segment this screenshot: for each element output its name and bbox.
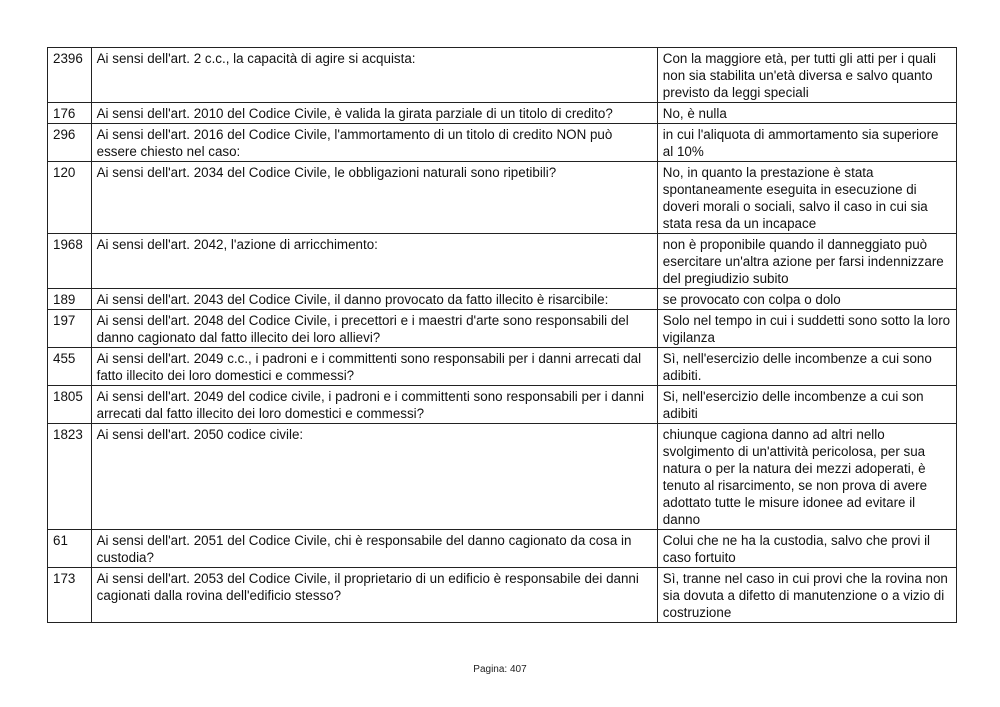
question-text: Ai sensi dell'art. 2048 del Codice Civile, i precettori e i maestri d'arte sono responsabili del danno cagionato dal fatto illecito dei loro allievi?	[91, 310, 657, 348]
question-text: Ai sensi dell'art. 2042, l'azione di arricchimento:	[91, 234, 657, 289]
question-id: 120	[48, 162, 92, 234]
table-row	[48, 48, 957, 103]
table-row	[48, 310, 957, 348]
answer-text: Sì, nell'esercizio delle incombenze a cui sono adibiti.	[657, 348, 956, 386]
question-text: Ai sensi dell'art. 2016 del Codice Civile, l'ammortamento di un titolo di credito NON può essere chiesto nel caso:	[91, 124, 657, 162]
table-row	[48, 348, 957, 386]
answer-text: in cui l'aliquota di ammortamento sia superiore al 10%	[657, 124, 956, 162]
question-id: 2396	[48, 48, 92, 103]
answer-text: Si, nell'esercizio delle incombenze a cui son adibiti	[657, 386, 956, 424]
question-id: 61	[48, 530, 92, 568]
table-row	[48, 289, 957, 310]
table-row	[48, 424, 957, 530]
question-id: 189	[48, 289, 92, 310]
question-text: Ai sensi dell'art. 2010 del Codice Civile, è valida la girata parziale di un titolo di credito?	[91, 103, 657, 124]
question-id: 296	[48, 124, 92, 162]
question-id: 1968	[48, 234, 92, 289]
question-text: Ai sensi dell'art. 2049 c.c., i padroni e i committenti sono responsabili per i danni arrecati dal fatto illecito dei loro domestici e commessi?	[91, 348, 657, 386]
answer-text: Solo nel tempo in cui i suddetti sono sotto la loro vigilanza	[657, 310, 956, 348]
table-row	[48, 103, 957, 124]
question-text: Ai sensi dell'art. 2043 del Codice Civile, il danno provocato da fatto illecito è risarcibile:	[91, 289, 657, 310]
table-row	[48, 568, 957, 623]
question-text: Ai sensi dell'art. 2051 del Codice Civile, chi è responsabile del danno cagionato da cosa in custodia?	[91, 530, 657, 568]
answer-text: chiunque cagiona danno ad altri nello svolgimento di un'attività pericolosa, per sua natura o per la natura dei mezzi adoperati, è tenuto al risarcimento, se non prova di avere adottato tutte le misure idonee ad evitare il danno	[657, 424, 956, 530]
question-id: 1823	[48, 424, 92, 530]
question-text: Ai sensi dell'art. 2050 codice civile:	[91, 424, 657, 530]
question-id: 197	[48, 310, 92, 348]
table-row	[48, 124, 957, 162]
table-row	[48, 162, 957, 234]
question-text: Ai sensi dell'art. 2 c.c., la capacità di agire si acquista:	[91, 48, 657, 103]
table-row	[48, 234, 957, 289]
answer-text: Colui che ne ha la custodia, salvo che provi il caso fortuito	[657, 530, 956, 568]
answer-text: No, in quanto la prestazione è stata spontaneamente eseguita in esecuzione di doveri morali o sociali, salvo il caso in cui sia stata resa da un incapace	[657, 162, 956, 234]
question-text: Ai sensi dell'art. 2053 del Codice Civile, il proprietario di un edificio è responsabile dei danni cagionati dalla rovina dell'edificio stesso?	[91, 568, 657, 623]
table-row	[48, 530, 957, 568]
question-id: 1805	[48, 386, 92, 424]
table-row	[48, 386, 957, 424]
page-number: Pagina: 407	[473, 664, 527, 675]
answer-text: se provocato con colpa o dolo	[657, 289, 956, 310]
question-table	[47, 47, 957, 623]
answer-text: Sì, tranne nel caso in cui provi che la rovina non sia dovuta a difetto di manutenzione o a vizio di costruzione	[657, 568, 956, 623]
question-text: Ai sensi dell'art. 2049 del codice civile, i padroni e i committenti sono responsabili per i danni arrecati dal fatto illecito dei loro domestici e commessi?	[91, 386, 657, 424]
answer-text: No, è nulla	[657, 103, 956, 124]
question-text: Ai sensi dell'art. 2034 del Codice Civile, le obbligazioni naturali sono ripetibili?	[91, 162, 657, 234]
answer-text: Con la maggiore età, per tutti gli atti per i quali non sia stabilita un'età diversa e salvo quanto previsto da leggi speciali	[657, 48, 956, 103]
answer-text: non è proponibile quando il danneggiato può esercitare un'altra azione per farsi indennizzare del pregiudizio subito	[657, 234, 956, 289]
question-id: 176	[48, 103, 92, 124]
question-id: 455	[48, 348, 92, 386]
question-id: 173	[48, 568, 92, 623]
